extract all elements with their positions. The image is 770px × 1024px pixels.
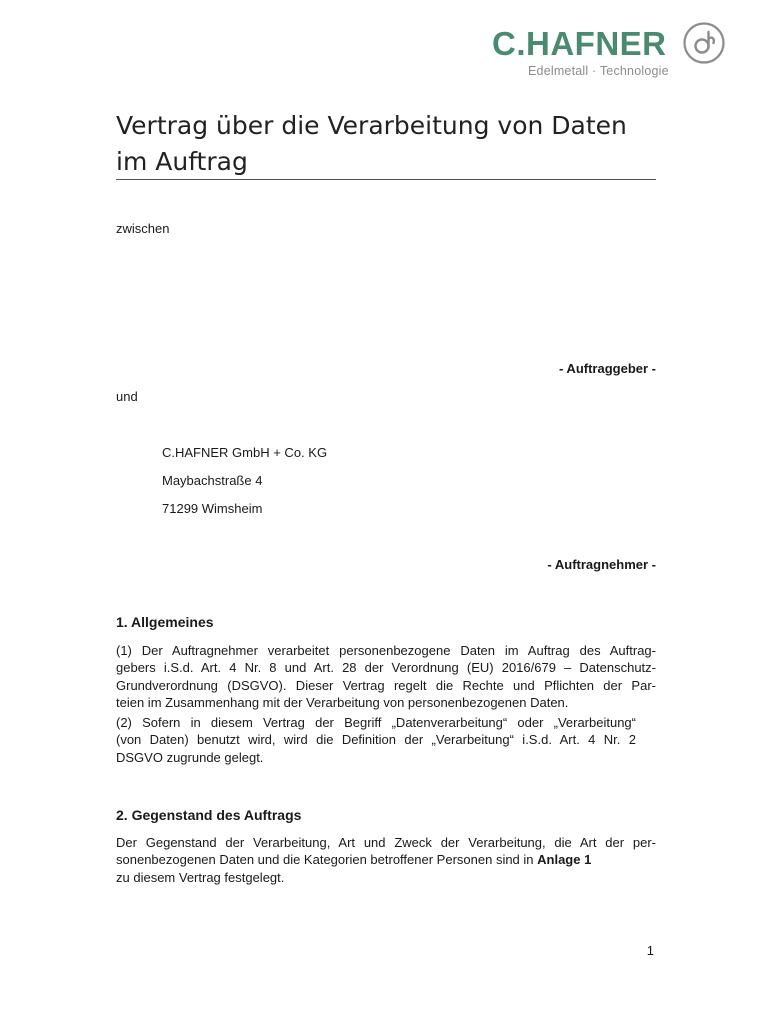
text-line: (1) Der Auftragnehmer verarbeitet personenbezogene Daten im Auftrag des Auftrag- xyxy=(116,643,656,658)
contractor-role-label: - Auftragnehmer - xyxy=(547,557,656,572)
logo-wordmark: C.HAFNER xyxy=(492,25,667,62)
connector-and: und xyxy=(116,389,138,404)
text-line: DSGVO zugrunde gelegt. xyxy=(116,749,264,765)
section-1-paragraph-2 xyxy=(116,714,636,766)
hafner-ring-logo-icon xyxy=(682,21,726,65)
section-2-paragraph xyxy=(116,834,656,886)
page-number: 1 xyxy=(646,943,654,958)
text-line: gebers i.S.d. Art. 4 Nr. 8 und Art. 28 der Verordnung (EU) 2016/679 – Datenschutz- xyxy=(116,660,656,676)
section-1-paragraph-1 xyxy=(116,642,656,711)
section-2-heading: 2. Gegenstand des Auftrags xyxy=(116,807,302,823)
client-role-label: - Auftraggeber - xyxy=(558,361,656,376)
text-line: (2) Sofern in diesem Vertrag der Begriff „Datenverarbeitung“ oder „Verarbeitung“ xyxy=(116,715,636,730)
section-1-heading: 1. Allgemeines xyxy=(116,614,214,630)
text-fragment: sonenbezogenen Daten und die Kategorien betroffener Personen sind in xyxy=(116,852,538,868)
title-underline xyxy=(116,179,656,180)
text-line: teien im Zusammenhang mit der Verarbeitung von personenbezogenen Daten. xyxy=(116,694,569,710)
logo-tagline: Edelmetall · Technologie xyxy=(528,64,669,78)
contractor-name: C.HAFNER GmbH + Co. KG xyxy=(162,445,328,460)
document-title: Vertrag über die Verarbeitung von Daten im Auftrag xyxy=(116,111,627,176)
intro-between: zwischen xyxy=(116,221,170,236)
text-line: (von Daten) benutzt wird, wird die Definition der „Verarbeitung“ i.S.d. Art. 4 Nr. 2 xyxy=(116,732,636,748)
text-line: Grundverordnung (DSGVO). Dieser Vertrag regelt die Rechte und Pflichten der Par- xyxy=(116,677,656,693)
contractor-city: 71299 Wimsheim xyxy=(162,501,263,516)
text-line: zu diesem Vertrag festgelegt. xyxy=(116,869,285,885)
text-line: Der Gegenstand der Verarbeitung, Art und Zweck der Verarbeitung, die Art der per- xyxy=(116,835,656,850)
company-logo xyxy=(492,20,737,80)
text-line xyxy=(116,851,656,868)
annex-reference: Anlage 1 xyxy=(537,852,592,868)
contractor-street: Maybachstraße 4 xyxy=(162,473,263,488)
